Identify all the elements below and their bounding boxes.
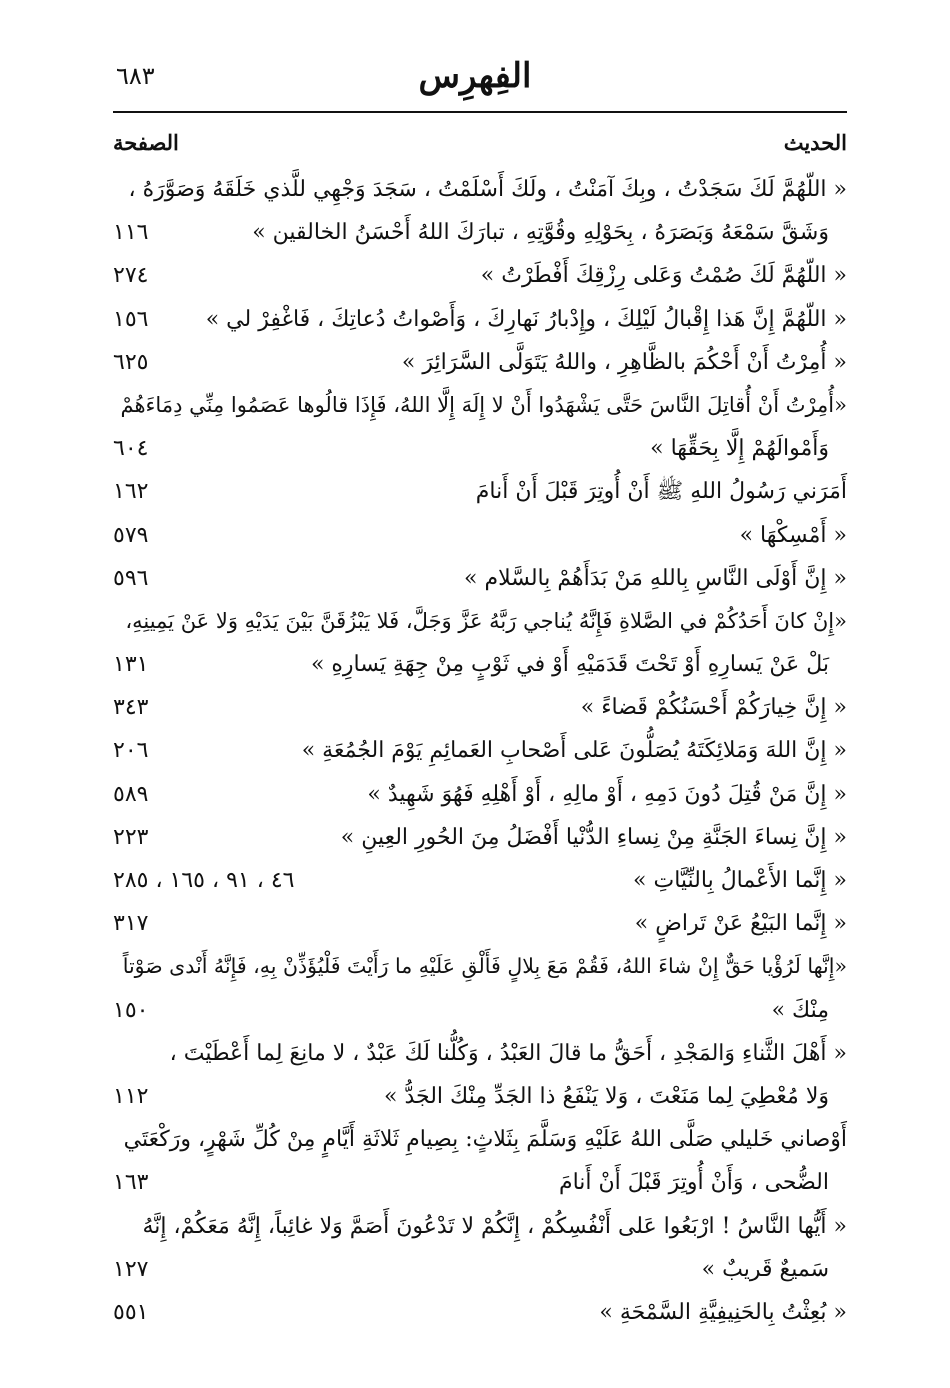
index-entry: [113, 816, 847, 859]
hadith-text: « أَيُّها النَّاسُ ! ارْبَعُوا عَلى أَنْفُسِكُمْ ، إِنَّكُمْ لا تَدْعُونَ أَصَمَّ وَلا غائِباً، إِنَّهُ مَعَكُمْ، إِنَّهُ: [142, 1213, 847, 1239]
page-reference: ١٣١: [113, 652, 149, 678]
page-reference: ٢٠٦: [113, 738, 149, 764]
index-entry: [113, 341, 847, 384]
index-entry: [113, 470, 847, 513]
page-reference: ٥٩٦: [113, 565, 149, 591]
index-entry: [113, 384, 847, 470]
index-entry: [113, 1291, 847, 1334]
index-entries: [113, 168, 847, 1334]
hadith-text: « اللّهُمَّ لَكَ صُمْتُ وَعَلى رِزْقِكَ أَفْطَرْتُ »: [480, 263, 847, 289]
page-reference: ٣١٧: [113, 911, 149, 937]
hadith-text: « أُمِرْتُ أَنْ أَحْكُمَ بالظَّاهِرِ ، واللهُ يَتَوَلَّى السَّرَائِرَ »: [401, 349, 847, 375]
column-headers: [113, 130, 847, 164]
page-title: الفِهرِس: [418, 56, 532, 96]
hadith-text: «إِنَّها لَرُؤْيا حَقٌّ إِنْ شاءَ اللهُ، فَقُمْ مَعَ بِلالٍ فَأَلْقِ عَلَيْهِ ما رَأَيْتَ فَلْيُؤَذِّنْ بِهِ، فَإِنَّهُ أَنْدى صَوْتاً: [122, 954, 847, 979]
index-entry: [113, 600, 847, 686]
hadith-text: مِنْكَ »: [771, 997, 829, 1023]
index-entry: [113, 1118, 847, 1204]
hadith-text: أَوْصاني خَليلي صَلَّى اللهُ عَلَيْهِ وَسَلَّمَ بِثَلاثٍ: بِصِيامِ ثَلاثَةِ أَيَّامٍ مِنْ كُلِّ شَهْرٍ، ورَكْعَتَي: [123, 1127, 847, 1153]
hadith-line: [113, 384, 847, 427]
hadith-text: « إِنَّما الأَعْمالُ بِالنِّيَّاتِ »: [633, 868, 847, 893]
index-entry: [113, 902, 847, 945]
hadith-line: [113, 902, 847, 945]
index-entry: [113, 729, 847, 772]
hadith-text: « أَمْسِكْهَا »: [739, 522, 847, 548]
page-reference: ١٦٣: [113, 1170, 149, 1196]
page-reference: ١٥٦: [113, 306, 149, 332]
hadith-line: [113, 557, 847, 600]
index-entry: [113, 557, 847, 600]
page-reference: ١١٢: [113, 1083, 149, 1109]
hadith-text: « إِنَّ اللهَ وَمَلائِكَتَهُ يُصَلُّونَ عَلى أَصْحابِ العَمائِمِ يَوْمَ الجُمُعَةِ »: [301, 738, 847, 764]
hadith-line: [113, 470, 847, 513]
hadith-line: [113, 859, 847, 902]
index-entry: [113, 945, 847, 1031]
hadith-text: « إِنَّ خِيارَكُمْ أَحْسَنُكُمْ قَضاءً »: [580, 695, 847, 721]
page-reference: ١٦٢: [113, 479, 149, 505]
hadith-text: سَميعٌ قَريبٌ »: [701, 1256, 829, 1282]
hadith-text: الضُّحى ، وَأَنْ أُوتِرَ قَبْلَ أَنْ أَنامَ: [558, 1170, 829, 1196]
page-reference: ٦٠٤: [113, 436, 149, 462]
hadith-line: [113, 1032, 847, 1075]
page-reference: ١٥٠: [113, 997, 149, 1023]
hadith-text: « إِنَّ أَوْلَى النَّاسِ بِاللهِ مَنْ بَدَأَهُمْ بِالسَّلام »: [464, 565, 847, 591]
hadith-line: [113, 1205, 847, 1248]
index-entry: [113, 168, 847, 254]
hadith-line: [113, 1248, 847, 1291]
page-reference: ٥٥١: [113, 1299, 149, 1325]
page-column-header: الصفحة: [113, 130, 179, 155]
page-header: [110, 52, 840, 108]
index-entry: [113, 859, 847, 902]
hadith-text: « اللّهُمَّ إِنَّ هَذا إِقْبالُ لَيْلِكَ ، وإِدْبارُ نَهارِكَ ، وَأَصْواتُ دُعاتِكَ ، فَاغْفِرْ لي »: [205, 306, 847, 332]
index-entry: [113, 1032, 847, 1118]
page-reference: ٦٢٥: [113, 349, 149, 375]
index-entry: [113, 514, 847, 557]
hadith-text: «أُمِرْتُ أَنْ أُقاتِلَ النَّاسَ حَتَّى يَشْهَدُوا أَنْ لا إِلَهَ إِلَّا اللهُ، فَإِذَا قالُوها عَصَمُوا مِنِّي دِمَاءَهُمْ: [120, 392, 847, 417]
page-reference: ٣٤٣: [113, 695, 149, 721]
index-entry: [113, 254, 847, 297]
index-entry: [113, 298, 847, 341]
hadith-text: بَلْ عَنْ يَسارِهِ أَوْ تَحْتَ قَدَمَيْهِ أَوْ في ثَوْبٍ مِنْ جِهَةِ يَسارِهِ »: [310, 652, 829, 678]
hadith-text: وَأَمْوالَهُمْ إِلَّا بِحَقِّهَا »: [650, 436, 829, 462]
hadith-line: [113, 427, 847, 470]
page-reference: ٥٨٩: [113, 781, 149, 807]
hadith-text: « إِنَّ مَنْ قُتِلَ دُونَ دَمِهِ ، أَوْ مالِهِ ، أَوْ أَهْلِهِ فَهُوَ شَهِيدٌ »: [367, 781, 847, 807]
hadith-line: [113, 600, 847, 643]
hadith-line: [113, 211, 847, 254]
hadith-text: « أَهْلَ الثَّناءِ وَالمَجْدِ ، أَحَقُّ ما قالَ العَبْدُ ، وَكُلُّنا لَكَ عَبْدٌ ، لا مانِعَ لِما أَعْطَيْتَ ،: [169, 1040, 847, 1066]
page-reference: ٥٧٩: [113, 522, 149, 548]
page-reference: ٢٧٤: [113, 263, 149, 289]
page-number: ٦٨٣: [116, 62, 155, 90]
hadith-line: [113, 254, 847, 297]
hadith-line: [113, 514, 847, 557]
hadith-line: [113, 298, 847, 341]
page-reference: ٤٦ ، ٩١ ، ١٦٥ ، ٢٨٥: [113, 868, 295, 893]
hadith-text: أَمَرَني رَسُولُ اللهِ ﷺ أَنْ أُوتِرَ قَبْلَ أَنْ أَنامَ: [475, 479, 847, 505]
hadith-line: [113, 1075, 847, 1118]
index-entry: [113, 1205, 847, 1291]
hadith-line: [113, 1161, 847, 1204]
hadith-line: [113, 168, 847, 211]
index-entry: [113, 686, 847, 729]
header-rule: [113, 111, 847, 113]
hadith-text: « إِنَّ نِساءَ الجَنَّةِ مِنْ نِساءِ الدُّنْيا أَفْضَلُ مِنَ الحُورِ العِينِ »: [340, 824, 847, 850]
hadith-line: [113, 729, 847, 772]
hadith-column-header: الحديث: [783, 130, 847, 155]
hadith-line: [113, 1118, 847, 1161]
page-reference: ٢٢٣: [113, 824, 149, 850]
hadith-text: « إِنَّما البَيْعُ عَنْ تَراضٍ »: [634, 911, 847, 937]
hadith-text: « بُعِثْتُ بِالحَنِيفِيَّةِ السَّمْحَةِ »: [599, 1299, 847, 1325]
hadith-line: [113, 341, 847, 384]
hadith-line: [113, 989, 847, 1032]
hadith-text: وَشَقَّ سَمْعَهُ وَبَصَرَهُ ، بِحَوْلِهِ وقُوَّتِهِ ، تبارَكَ اللهُ أَحْسَنُ الخالقين »: [252, 220, 829, 246]
page-reference: ١١٦: [113, 220, 149, 246]
hadith-line: [113, 816, 847, 859]
page-reference: ١٢٧: [113, 1256, 149, 1282]
hadith-line: [113, 686, 847, 729]
hadith-line: [113, 945, 847, 988]
hadith-line: [113, 1291, 847, 1334]
hadith-line: [113, 773, 847, 816]
hadith-text: وَلا مُعْطِيَ لِما مَنَعْتَ ، وَلا يَنْفَعُ ذا الجَدِّ مِنْكَ الجَدُّ »: [384, 1083, 829, 1109]
hadith-text: « اللّهُمَّ لَكَ سَجَدْتُ ، وبِكَ آمَنْتُ ، ولَكَ أَسْلَمْتُ ، سَجَدَ وَجْهِي للَّذي خَلَقَهُ وَصَوَّرَهُ ،: [128, 177, 847, 202]
index-entry: [113, 773, 847, 816]
hadith-text: «إِنْ كانَ أَحَدُكُمْ في الصَّلاةِ فَإِنَّهُ يُناجي رَبَّهُ عَزَّ وَجَلَّ، فَلا يَبْزُقَنَّ بَيْنَ يَدَيْهِ وَلا عَنْ يَمِينِهِ،: [125, 608, 847, 633]
hadith-line: [113, 643, 847, 686]
